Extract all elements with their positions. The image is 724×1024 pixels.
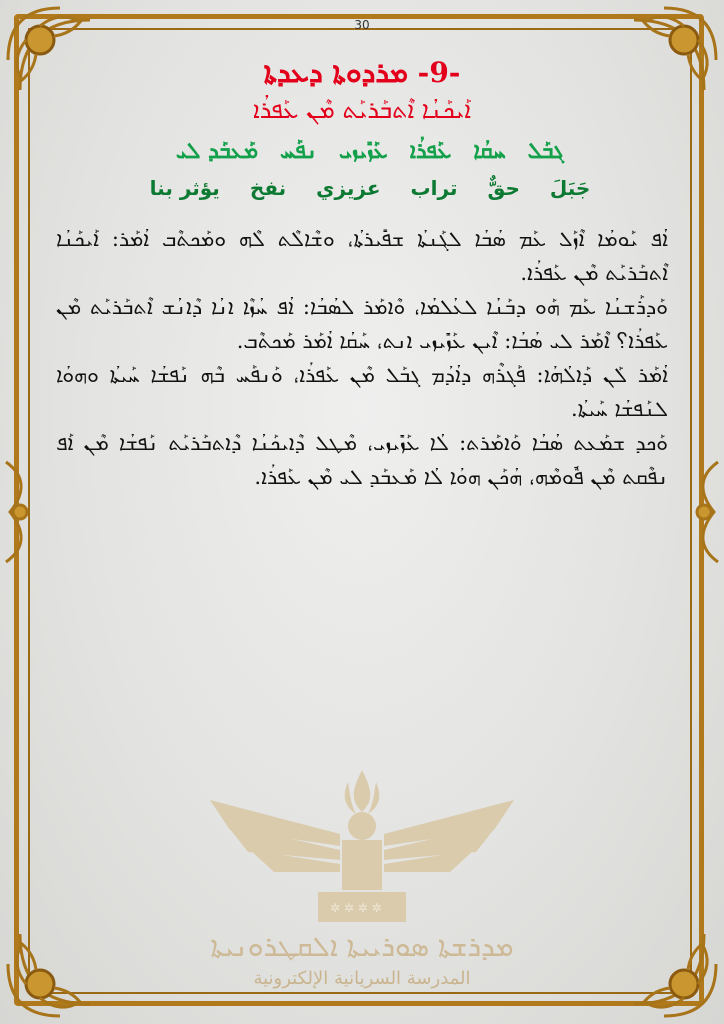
school-name-arabic: المدرسة السريانية الإلكترونية bbox=[253, 968, 471, 989]
corner-ornament-icon bbox=[0, 904, 120, 1024]
vocab-arabic-word: جَبَلَ bbox=[549, 176, 591, 200]
vocab-syriac-word: ܥܰܙܺܝܙܝ bbox=[339, 138, 388, 164]
lesson-title: -9- ܡܪܕܘܬܐ ܕܥܕܬܐ bbox=[263, 56, 461, 89]
body-paragraph: ܐܳܦ ܝܰܘܡܳܐ ܐܶܙܰܠ ܥܰܡ ܣܳܒܳܐ ܠܓܰܢܬܳܐ ܫܦܺܝܪܬܳܐ، ܘܫܶܐܠܶܬ ܠܶܗ ܘܡܰܟܬܶܒ ܐܳܡܰܪ: ܐܰܝܟܰܢܳܐ ܐܶܬܒܰܪܝܰܬ ܡܶܢ ܥܰܦܪܳܐ. bbox=[56, 227, 668, 285]
vocab-arabic-word: نفخ bbox=[249, 176, 287, 200]
vocab-arabic-word: حقٌّ bbox=[487, 176, 520, 200]
page-number: 30 bbox=[354, 18, 370, 32]
vocab-syriac-word: ܥܰܦܪܳܐ bbox=[409, 138, 452, 164]
winged-sun-emblem-icon bbox=[190, 760, 534, 930]
side-ornament-icon bbox=[684, 452, 724, 572]
lesson-subtitle: ܐܰܝܟܰܢܳܐ ܐܶܬܒܰܪܝܰܬ ܡܶܢ ܥܰܦܪܳܐ bbox=[253, 96, 471, 124]
lesson-body bbox=[56, 222, 668, 494]
vocab-arabic-word: عزيزي bbox=[316, 176, 381, 200]
vocab-syriac-word: ܢܦܰܚ bbox=[280, 138, 318, 164]
body-paragraph: ܘܰܟܕ ܫܡܰܥܬ ܣܳܒܳܐ ܘܰܐܡܰܪܬ: ܠܳܐ ܥܰܙܺܝܙܝ، ܡܶܛܠ ܕܶܐܝܟܰܢܳܐ ܕܶܐܬܒܰܪܝܰܬ ܢܰܦܫܳܐ ܡܶܢ ܐܰܦ ܢܦܶܩܬ ܡܶܢ ܦܽܘܡܶܗ، ܗܳܟܰܢ ܗܘܳܐ ܠܳܐ ܡܰܥܒܰܕ ܠܝ ܡܶܢ ܥܰܦܪܳܐ. bbox=[56, 431, 668, 489]
vocab-syriac-word: ܚܩܳܐ bbox=[473, 138, 506, 164]
school-name-syriac: ܡܕܪܫܬܐ ܣܘܪܝܝܬܐ ܐܠܩܛܪܘܢܝܬܐ bbox=[210, 930, 514, 963]
corner-ornament-icon bbox=[604, 904, 724, 1024]
body-paragraph: ܘܰܕܪܰܫܢܳܐ ܥܰܡ ܗܰܘ ܕܒܰܢܳܐ ܠܥܳܠܡܳܐ، ܘܶܐܡܰܪ ܠܣܳܒܳܐ: ܐܳܦ ܚܳܙܶܐ ܐܢܳܐ ܕܶܐܢܳܫ ܐܶܬܒܰܪܝܰܬ ܡܶܢ ܥܰܦܪܳܐ؟ ܐܶܡܰܪ ܠܝ ܣܳܒܳܐ: ܐܶܝܢ ܥܰܙܺܝܙܝ ܐܢܬ، ܚܰܩܳܐ ܐܳܡܰܪ ܡܰܟܬܶܒ. bbox=[56, 295, 668, 353]
vocabulary-syriac-row bbox=[70, 138, 670, 164]
vocab-syriac-word: ܡܰܥܒܰܕ ܠܝ bbox=[175, 138, 259, 164]
body-paragraph: ܐܳܡܰܪ ܠܰܢ ܕܰܐܠܳܗܳܐ: ܦܰܓܪܶܗ ܕܐܳܕܳܡ ܓܒܰܠ ܡܶܢ ܥܰܦܪܳܐ، ܘܰܢܦܰܚ ܒܶܗ ܢܰܦܫܳܐ ܚܰܝܬܳܐ ܘܗܘܳܐ ܠܢܰܦܫܳܐ ܚܰܝܬܳܐ. bbox=[56, 363, 668, 421]
vocab-arabic-word: يؤثر بنا bbox=[149, 176, 220, 200]
vocab-syriac-word: ܓܒܰܠ bbox=[527, 138, 565, 164]
svg-text:✲ ✲ ✲ ✲: ✲ ✲ ✲ ✲ bbox=[330, 901, 382, 915]
vocab-arabic-word: تراب bbox=[410, 176, 458, 200]
side-ornament-icon bbox=[0, 452, 40, 572]
vocabulary-arabic-row bbox=[70, 176, 670, 200]
